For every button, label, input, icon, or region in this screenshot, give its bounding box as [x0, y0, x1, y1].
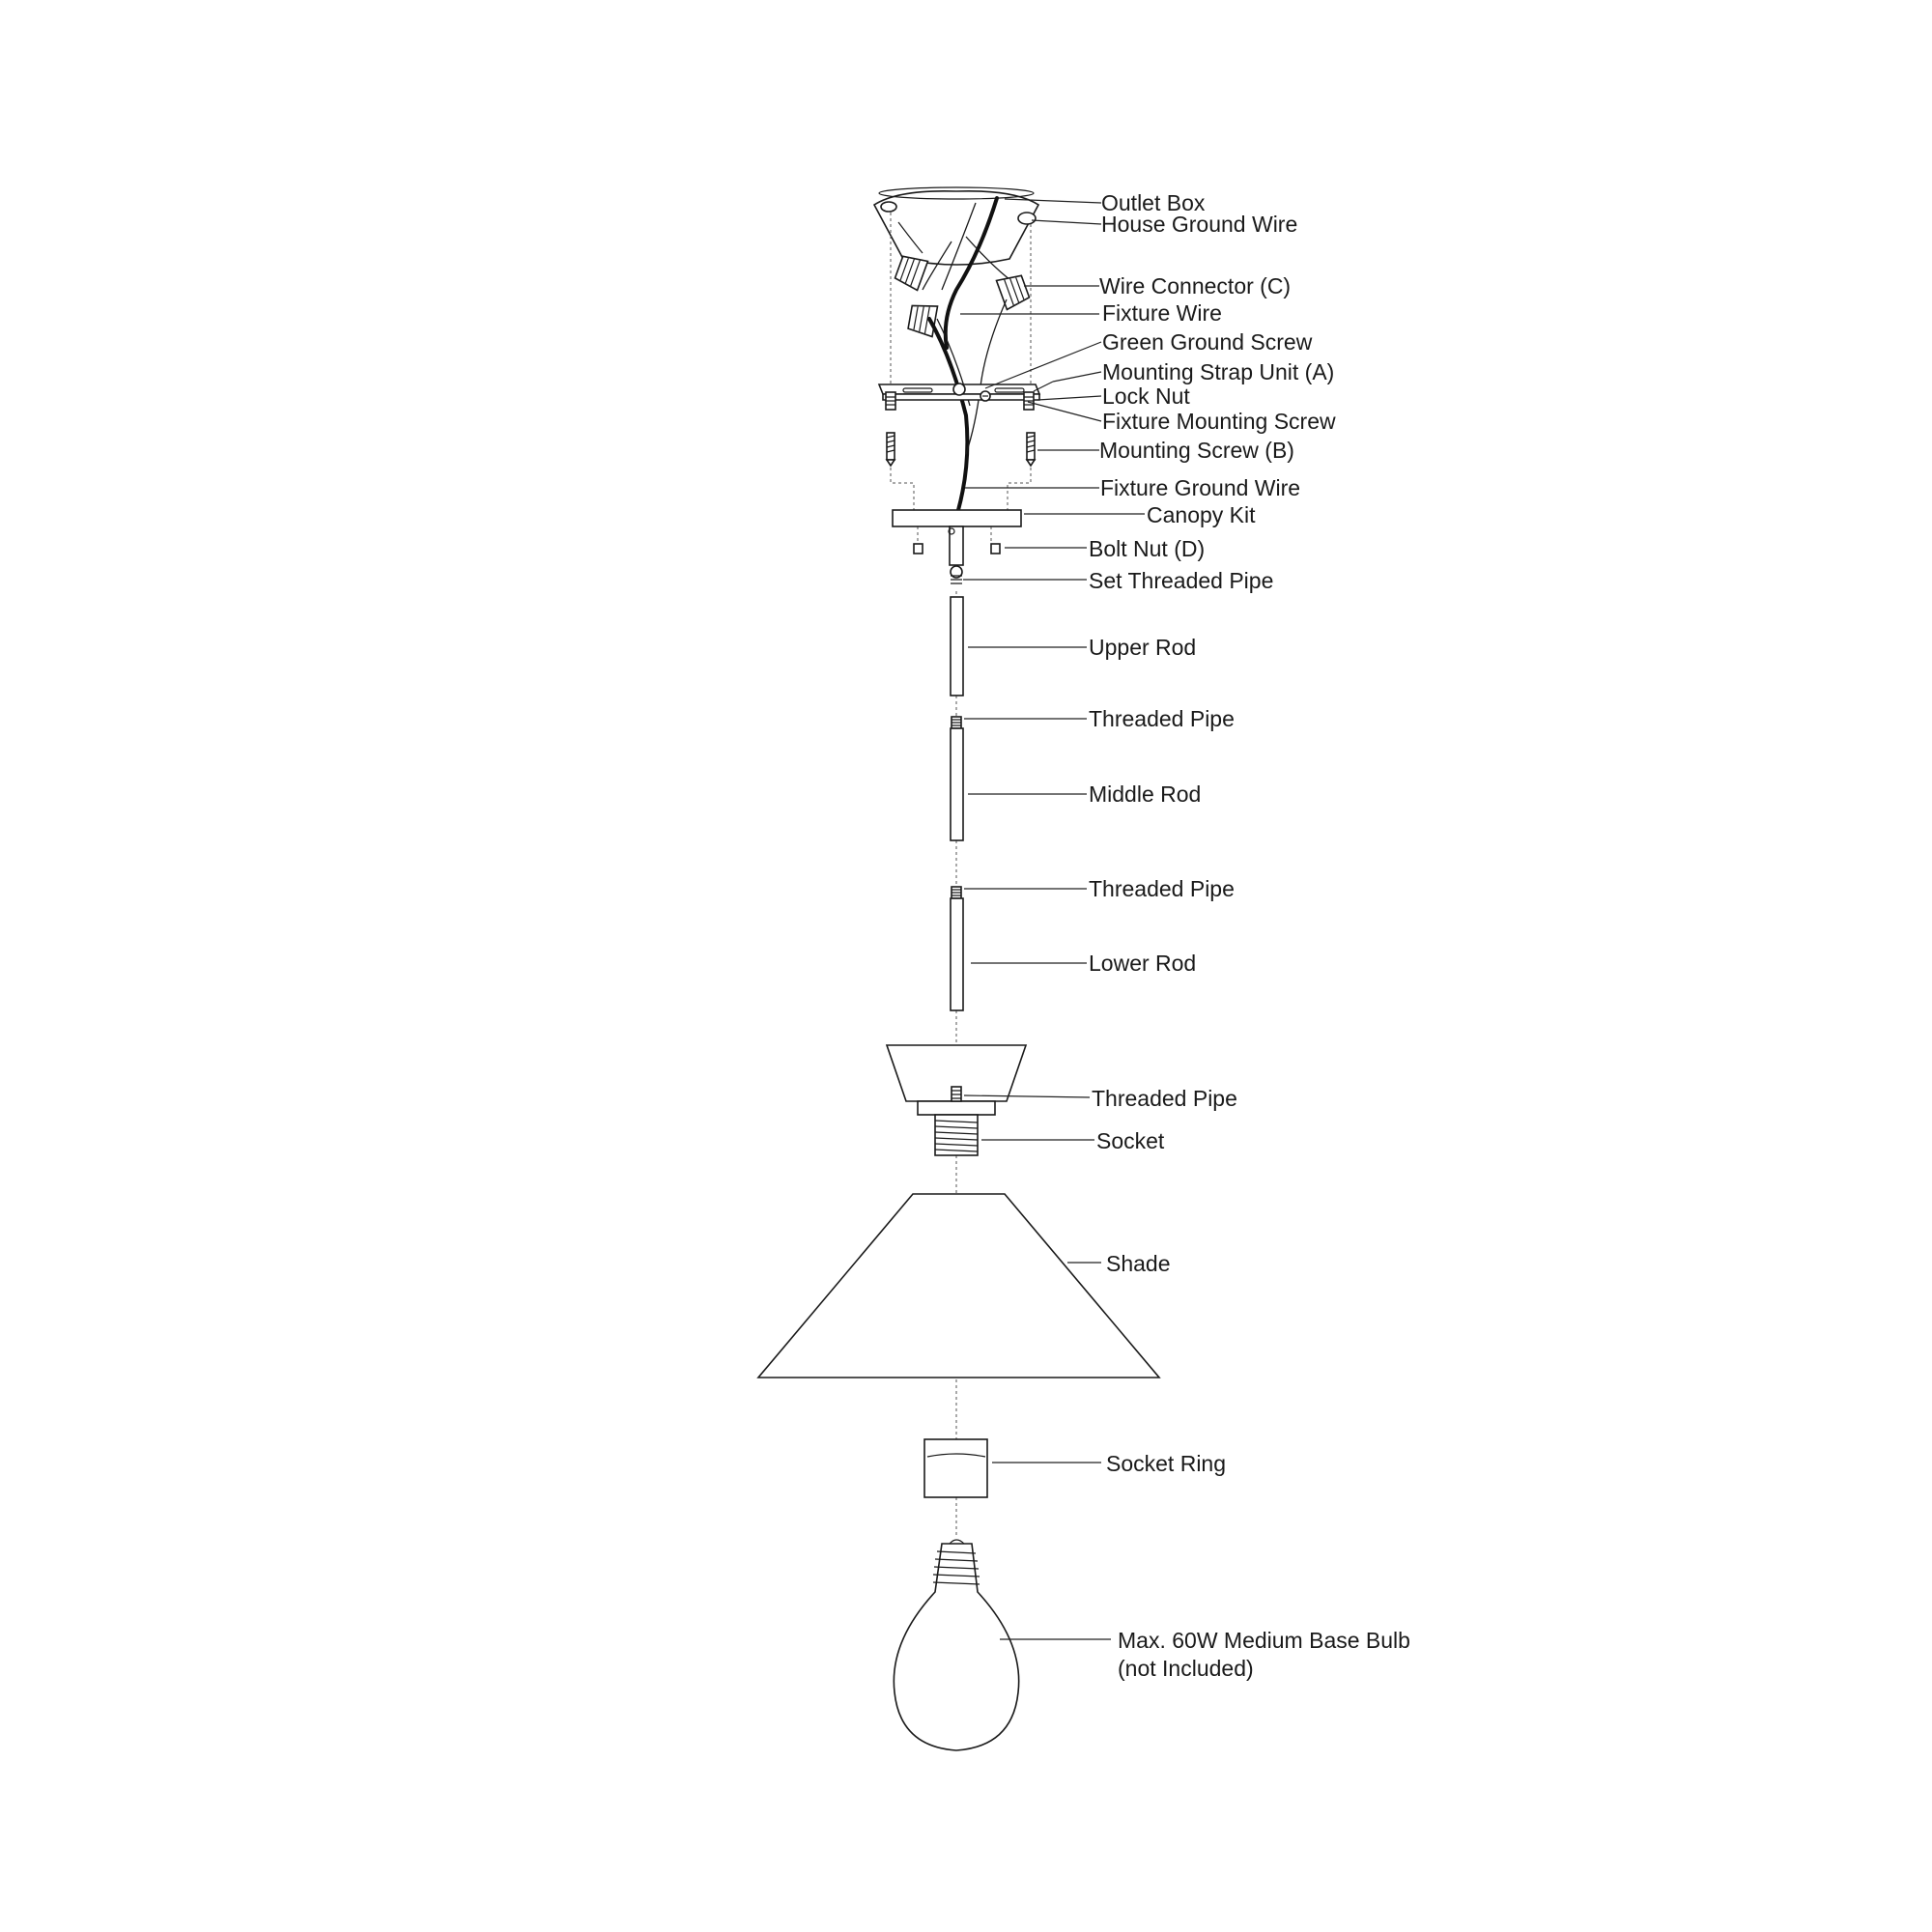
label-fixture-mounting-screw: Fixture Mounting Screw: [1102, 409, 1336, 434]
fixture-wire: [929, 299, 1007, 510]
canopy-kit: [893, 510, 1021, 526]
green-ground-screw: [980, 391, 990, 401]
label-shade: Shade: [1106, 1251, 1171, 1276]
upper-rod: [951, 597, 963, 696]
socket: [935, 1115, 978, 1155]
label-wire-connector: Wire Connector (C): [1099, 273, 1292, 298]
label-fixture-wire: Fixture Wire: [1102, 300, 1222, 326]
threaded-pipe-2: [952, 887, 961, 898]
threaded-pipe-3: [952, 1087, 961, 1101]
label-green-ground-screw: Green Ground Screw: [1102, 329, 1313, 355]
set-threaded-pipe: [949, 526, 963, 583]
label-mounting-screw: Mounting Screw (B): [1099, 438, 1294, 463]
label-canopy-kit: Canopy Kit: [1147, 502, 1256, 527]
socket-housing: [887, 1045, 1026, 1115]
label-house-ground-wire: House Ground Wire: [1101, 212, 1298, 237]
label-set-threaded-pipe: Set Threaded Pipe: [1089, 568, 1274, 593]
mounting-screw: [887, 433, 1035, 466]
bulb: [894, 1540, 1018, 1750]
socket-ring: [924, 1439, 987, 1497]
label-bulb-line1: Max. 60W Medium Base Bulb: [1118, 1628, 1410, 1653]
label-threaded-pipe-3: Threaded Pipe: [1092, 1086, 1237, 1111]
label-socket: Socket: [1096, 1128, 1165, 1153]
label-middle-rod: Middle Rod: [1089, 781, 1202, 807]
lower-rod: [951, 898, 963, 1010]
mounting-strap-unit: [879, 384, 1039, 400]
middle-rod: [951, 728, 963, 840]
label-mounting-strap-unit: Mounting Strap Unit (A): [1102, 359, 1335, 384]
label-upper-rod: Upper Rod: [1089, 635, 1197, 660]
label-socket-ring: Socket Ring: [1106, 1451, 1227, 1476]
label-bolt-nut: Bolt Nut (D): [1089, 536, 1206, 561]
label-bulb-line2: (not Included): [1118, 1656, 1254, 1681]
label-threaded-pipe-1: Threaded Pipe: [1089, 706, 1235, 731]
label-lower-rod: Lower Rod: [1089, 951, 1197, 976]
label-threaded-pipe-2: Threaded Pipe: [1089, 876, 1235, 901]
shade: [758, 1194, 1159, 1378]
label-lock-nut: Lock Nut: [1102, 384, 1190, 409]
labels: [1089, 190, 1410, 1681]
label-fixture-ground-wire: Fixture Ground Wire: [1100, 475, 1301, 500]
label-outlet-box: Outlet Box: [1101, 190, 1206, 215]
threaded-pipe-1: [952, 717, 961, 728]
